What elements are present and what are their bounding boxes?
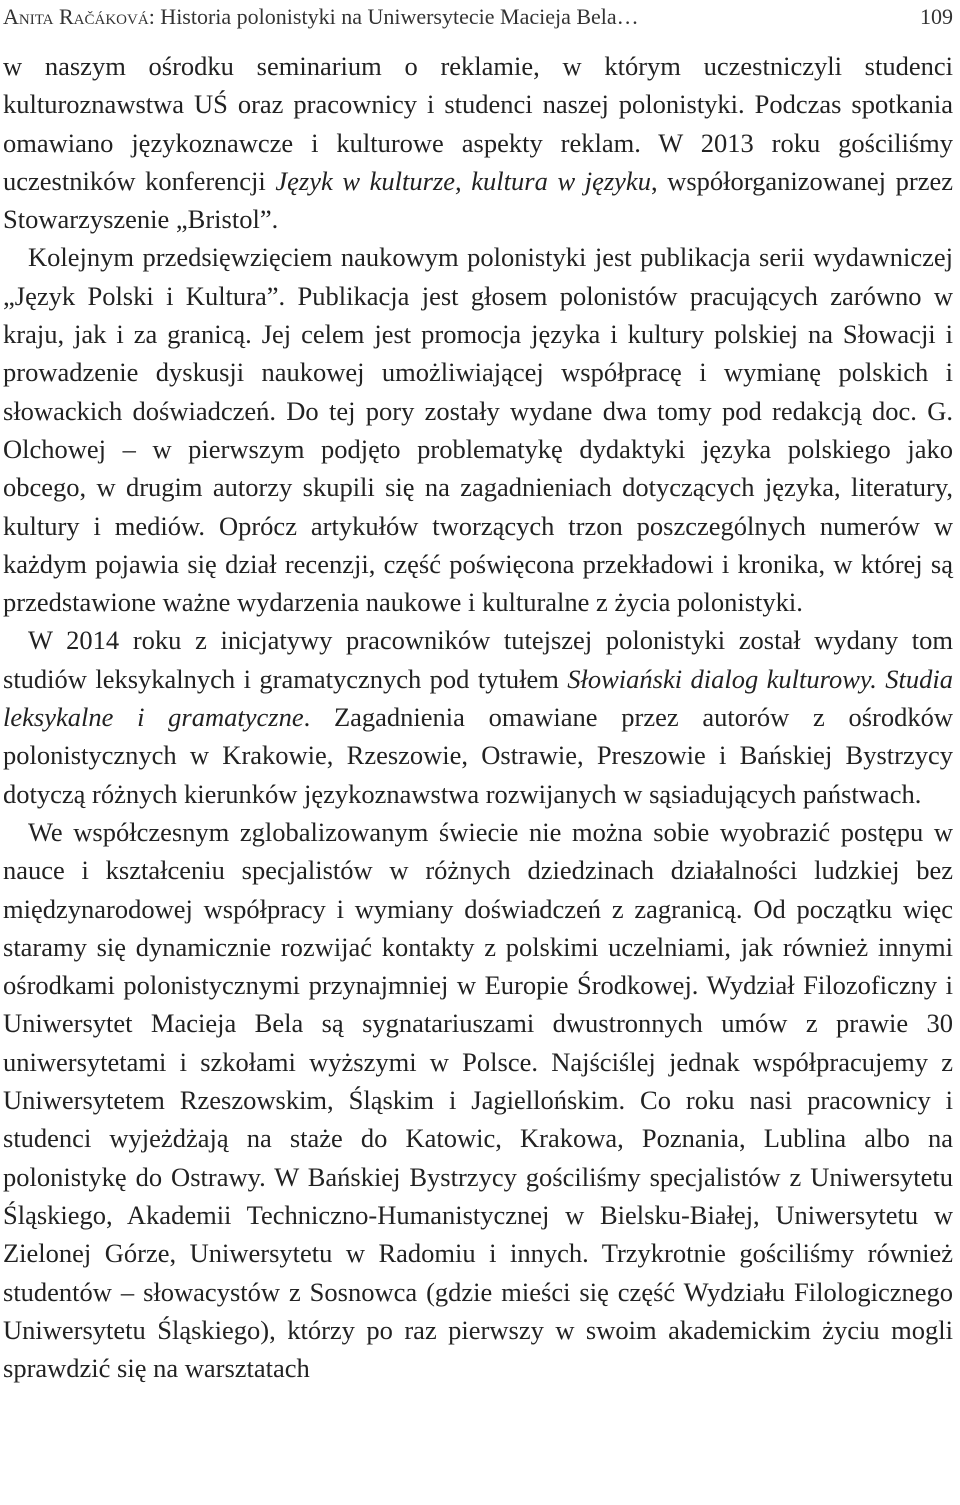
running-head — [3, 2, 953, 32]
conference-title: Język w kulturze, kultura w języku — [275, 165, 651, 196]
paragraph-2 — [3, 238, 953, 621]
paragraph-4 — [3, 813, 953, 1387]
paragraph-text: , współorganizowanej przez Stowarzyszenie „Bristol”. — [3, 165, 953, 235]
author-name: Anita Račáková — [3, 4, 149, 29]
book-title: Słowiański dialog kulturowy. Studia leksykalne i gramatyczne — [3, 663, 953, 733]
paragraph-3 — [3, 621, 953, 812]
paragraph-1 — [3, 47, 953, 238]
paragraph-text: Kolejnym przedsięwzięciem naukowym polonistyki jest publikacja serii wydawniczej „Język Polski i Kultura”. Publikacja jest głosem polonistów pracujących zarówno w kraju, jak i za granicą. Jej celem jest promocja języka i kultury polskiej na Słowacji i prowadzenie dyskusji naukowej umożliwiającej współpracę i wymianę polskich i słowackich doświadczeń. Do tej pory zostały wydane dwa tomy pod redakcją doc. G. Olchowej – w pierwszym podjęto problematykę dydaktyki języka polskiego jako obcego, w drugim autorzy skupili się na zagadnieniach dotyczących języka, literatury, kultury i mediów. Oprócz artykułów tworzących trzon poszczególnych numerów w każdym pojawia się dział recenzji, część poświęcona przekładowi i kronika, w której są przedstawione ważne wydarzenia naukowe i kulturalne z życia polonistyki. — [3, 242, 953, 618]
body-text — [3, 47, 953, 1387]
page-number: 109 — [920, 4, 953, 29]
article-title: : Historia polonistyki na Uniwersytecie Macieja Bela… — [148, 4, 639, 29]
paragraph-text: W 2014 roku z inicjatywy pracowników tutejszej polonistyki został wydany tom studiów leksykalnych i gramatycznych pod tytułem — [3, 625, 953, 694]
paragraph-text: w naszym ośrodku seminarium o reklamie, w którym uczestniczyli studenci kulturoznawstwa UŚ oraz pracownicy i studenci naszej polonistyki. Podczas spotkania omawiano językoznawcze i kulturowe aspekty reklam. W 2013 roku gościliśmy uczestników konferencji — [3, 51, 953, 196]
paragraph-text: . Zagadnienia omawiane przez autorów z ośrodków polonistycznych w Krakowie, Rzeszowie, Ostrawie, Preszowie i Bańskiej Bystrzycy dotyczą różnych kierunków językoznawstwa rozwijanych w sąsiadujących państwach. — [3, 702, 954, 809]
paragraph-text: We współczesnym zglobalizowanym świecie nie można sobie wyobrazić postępu w nauce i kształceniu specjalistów w różnych dziedzinach działalności ludzkiej bez międzynarodowej współpracy i wymiany doświadczeń z zagranicą. Od początku więc staramy się dynamicznie rozwijać kontakty z polskimi uczelniami, jak również innymi ośrodkami polonistycznymi przynajmniej w Europie Środkowej. Wydział Filozoficzny i Uniwersytet Macieja Bela są sygnatariuszami dwustronnych umów z prawie 30 uniwersytetami i szkołami wyższymi w Polsce. Najściślej jednak współpracujemy z Uniwersytetem Rzeszowskim, Śląskim i Jagiellońskim. Co roku nasi pracownicy i studenci wyjeżdżają na staże do Katowic, Krakowa, Poznania, Lublina albo na polonistykę do Ostrawy. W Bańskiej Bystrzycy gościliśmy specjalistów z Uniwersytetu Śląskiego, Akademii Techniczno-Humanistycznej w Bielsku-Białej, Uniwersytetu w Zielonej Górze, Uniwersytetu w Radomiu i innych. Trzykrotnie gościliśmy również studentów – słowacystów z Sosnowca (gdzie mieści się część Wydziału Filologicznego Uniwersytetu Śląskiego), którzy po raz pierwszy w swoim akademickim życiu mogli sprawdzić się na warsztatach — [3, 816, 953, 1384]
